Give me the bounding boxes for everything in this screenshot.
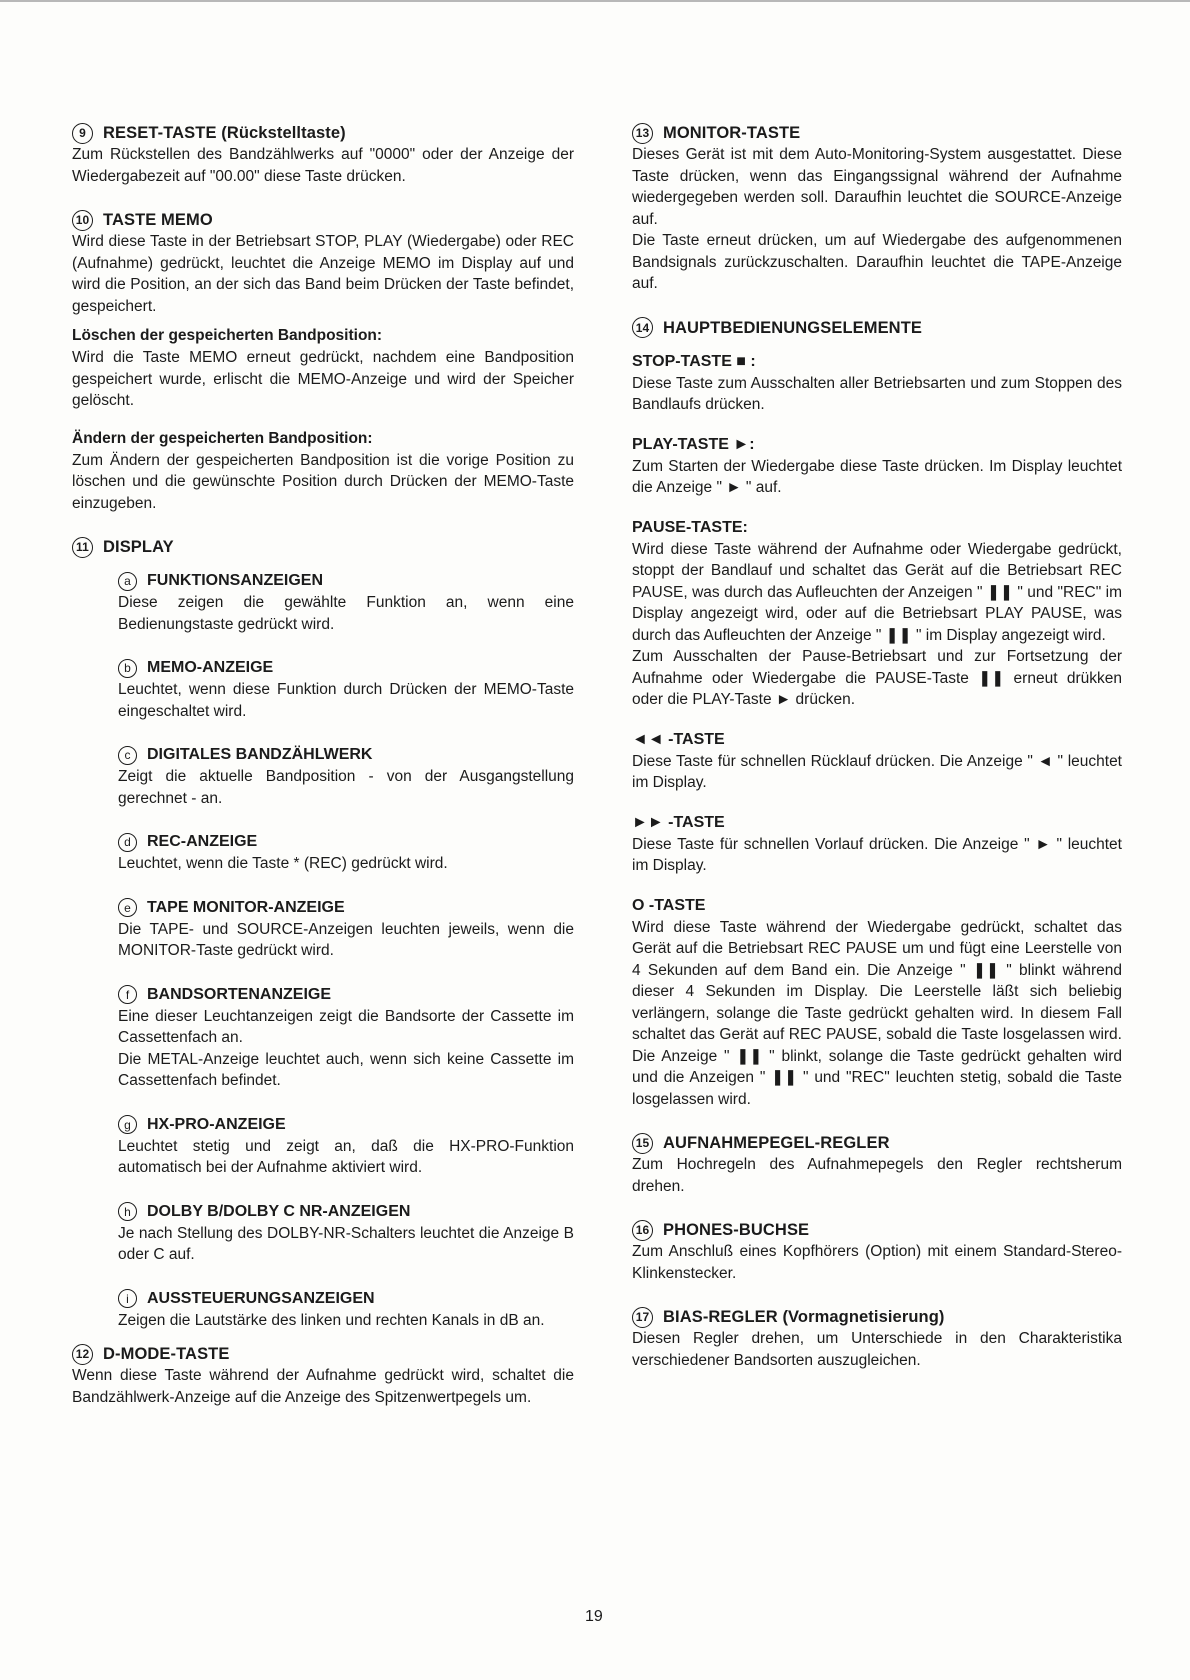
item-heading: [118, 1201, 574, 1223]
control-text: Diese Taste für schnellen Rücklauf drücken. Die Anzeige " ◄ " leuchtet im Display.: [632, 752, 1122, 791]
section-title: RESET-TASTE (Rückstelltaste): [103, 124, 346, 142]
section-taste-memo: [72, 209, 574, 514]
section-title: MONITOR-TASTE: [663, 124, 801, 142]
section-text: Zum Hochregeln des Aufnahmepegels den Regler rechtsherum drehen.: [632, 1156, 1122, 1195]
section-number: 17: [632, 1307, 653, 1328]
section-heading: [72, 1343, 574, 1365]
section-heading: [72, 122, 574, 144]
item-letter: f: [118, 985, 137, 1004]
item-text: Diese zeigen die gewählte Funktion an, wenn eine Bedienungstaste gedrückt wird.: [118, 594, 574, 633]
item-letter: a: [118, 572, 137, 591]
section-title: PHONES-BUCHSE: [663, 1221, 810, 1239]
section-aufnahmepegel-regler: [632, 1132, 1122, 1197]
section-text: Wird diese Taste in der Betriebsart STOP, PLAY (Wiedergabe) oder REC (Aufnahme) gedrückt, leuchtet die Anzeige MEMO im Display auf und wird die Position, an der sich das Band beim Drücken der Taste befindet, gespeichert.: [72, 233, 574, 315]
control-text-2: Zum Ausschalten der Pause-Betriebsart und zur Fortsetzung der Aufnahme oder Wiedergabe die PAUSE-Taste ❚❚ erneut drükken oder die PLAY-Taste ► drücken.: [632, 648, 1122, 708]
display-item-dolby: [118, 1201, 574, 1266]
section-number: 14: [632, 317, 653, 338]
item-title: HX-PRO-ANZEIGE: [147, 1115, 286, 1133]
subheading-aendern: Ändern der gespeicherten Bandposition:: [72, 429, 373, 447]
section-heading: [632, 1132, 1122, 1154]
item-text: Leuchtet stetig und zeigt an, daß die HX-PRO-Funktion automatisch bei der Aufnahme aktiviert wird.: [118, 1137, 574, 1176]
item-heading: [118, 744, 574, 766]
item-letter: b: [118, 659, 137, 678]
section-number: 9: [72, 123, 93, 144]
item-letter: e: [118, 898, 137, 917]
section-bias-regler: [632, 1306, 1122, 1371]
section-text: Diesen Regler drehen, um Unterschiede in den Charakteristika verschiedener Bandsorten auszugleichen.: [632, 1330, 1122, 1369]
subsection-text: Wird die Taste MEMO erneut gedrückt, nachdem eine Bandposition gespeichert wurde, erlischt die MEMO-Anzeige und wird der Speicher gelöscht.: [72, 349, 574, 409]
left-column: [72, 122, 574, 1430]
control-stop-taste: [632, 351, 1122, 416]
subheading-loeschen: Löschen der gespeicherten Bandposition:: [72, 327, 383, 344]
section-text: Zum Anschluß eines Kopfhörers (Option) mit einem Standard-Stereo-Klinkenstecker.: [632, 1243, 1122, 1282]
item-text-2: Die METAL-Anzeige leuchtet auch, wenn sich keine Cassette im Cassettenfach befindet.: [118, 1050, 574, 1089]
item-heading: [118, 570, 574, 592]
display-item-memo-anzeige: [118, 657, 574, 722]
display-item-hx-pro: [118, 1114, 574, 1179]
item-letter: i: [118, 1289, 137, 1308]
item-text: Zeigen die Lautstärke des linken und rechten Kanals in dB an.: [118, 1311, 545, 1329]
control-rewind-taste: [632, 729, 1122, 794]
item-title: DOLBY B/DOLBY C NR-ANZEIGEN: [147, 1202, 411, 1220]
display-item-aussteuerung: [118, 1288, 574, 1332]
control-fastforward-taste: [632, 812, 1122, 877]
section-heading: [632, 122, 1122, 144]
section-title: HAUPTBEDIENUNGSELEMENTE: [663, 318, 922, 337]
section-title: D-MODE-TASTE: [103, 1345, 230, 1363]
section-number: 13: [632, 123, 653, 144]
section-number: 12: [72, 1344, 93, 1365]
item-heading: [118, 831, 574, 853]
section-text: Zum Rückstellen des Bandzählwerks auf "0000" oder der Anzeige der Wiedergabezeit auf "00.00" diese Taste drücken.: [72, 146, 574, 185]
item-text: Je nach Stellung des DOLBY-NR-Schalters leuchtet die Anzeige B oder C auf.: [118, 1224, 574, 1263]
item-letter: h: [118, 1202, 137, 1221]
control-title: PAUSE-TASTE:: [632, 518, 748, 536]
display-item-tape-monitor: [118, 897, 574, 962]
right-column: [632, 122, 1122, 1389]
item-title: REC-ANZEIGE: [147, 833, 258, 850]
item-title: AUSSTEUERUNGSANZEIGEN: [147, 1289, 375, 1307]
page-number: 19: [585, 1608, 603, 1625]
control-text: Wird diese Taste während der Wiedergabe gedrückt, schaltet das Gerät auf die Betriebsart REC PAUSE um und fügt eine Leerstelle von 4 Sekunden auf dem Band ein. Die Anzeige " ❚❚ " blinkt während dieser 4 Sekunden im Display. Die Leerstelle läßt sich beliebig verlängern, solange die Taste gedrückt gehalten wird. In diesem Fall schaltet das Gerät auf REC PAUSE, sobald die Taste losgelassen wird. Die Anzeige " ❚❚ " blinkt, solange die Taste gedrückt gehalten wird und die Anzeigen " ❚❚ " und "REC" leuchten stetig, sobald die Taste losgelassen wird.: [632, 918, 1122, 1108]
control-title: ◄◄ -TASTE: [632, 730, 725, 748]
scan-edge-line: [0, 0, 1190, 2]
section-heading: [72, 209, 574, 231]
section-title: TASTE MEMO: [103, 211, 213, 229]
display-item-rec-anzeige: [118, 831, 574, 875]
item-letter: c: [118, 746, 137, 765]
control-blank-taste: [632, 895, 1122, 1111]
section-display: [72, 536, 574, 1331]
display-item-bandzaehlwerk: [118, 744, 574, 809]
control-title: PLAY-TASTE ►:: [632, 435, 755, 453]
item-text: Zeigt die aktuelle Bandposition - von der Ausgangstellung gerechnet - an.: [118, 768, 574, 807]
section-heading: [632, 1306, 1122, 1328]
section-hauptbedienungselemente: [632, 317, 1122, 1111]
item-heading: [118, 984, 574, 1006]
display-item-funktionsanzeigen: [118, 570, 574, 635]
section-number: 10: [72, 210, 93, 231]
section-reset-taste: [72, 122, 574, 187]
section-monitor-taste: [632, 122, 1122, 295]
section-title: DISPLAY: [103, 538, 174, 556]
section-d-mode-taste: [72, 1343, 574, 1408]
section-title: BIAS-REGLER (Vormagnetisierung): [663, 1308, 945, 1326]
subsection-text: Zum Ändern der gespeicherten Bandposition ist die vorige Position zu löschen und die gewünschte Position durch Drücken der MEMO-Taste einzugeben.: [72, 451, 574, 512]
section-text: Dieses Gerät ist mit dem Auto-Monitoring-System ausgestattet. Diese Taste drücken, wenn das Eingangssignal während der Aufnahme wiedergegeben werden soll. Daraufhin leuchtet die SOURCE-Anzeige auf.: [632, 146, 1122, 228]
item-letter: g: [118, 1115, 137, 1134]
item-title: BANDSORTENANZEIGE: [147, 985, 332, 1003]
section-phones-buchse: [632, 1219, 1122, 1284]
section-text: Wenn diese Taste während der Aufnahme gedrückt wird, schaltet die Bandzählwerk-Anzeige auf die Anzeige des Spitzenwertpegels um.: [72, 1367, 574, 1406]
item-title: FUNKTIONSANZEIGEN: [147, 572, 323, 589]
control-title: STOP-TASTE ■ :: [632, 352, 756, 370]
section-heading: [632, 317, 1122, 339]
display-item-bandsorte: [118, 984, 574, 1092]
control-title: ►► -TASTE: [632, 813, 725, 831]
item-title: MEMO-ANZEIGE: [147, 659, 274, 676]
section-number: 15: [632, 1133, 653, 1154]
control-play-taste: [632, 434, 1122, 499]
control-text: Wird diese Taste während der Aufnahme oder Wiedergabe gedrückt, stoppt der Bandlauf und schaltet das Gerät auf die Betriebsart REC PAUSE, was durch das Aufleuchten der Anzeigen " ❚❚ " und "REC" im Display angezeigt wird, oder auf die Betriebsart PLAY PAUSE, was durch das Aufleuchten der Anzeige " ❚❚ " im Display angezeigt wird.: [632, 540, 1122, 644]
item-heading: [118, 1114, 574, 1136]
section-number: 11: [72, 537, 93, 558]
item-text: Leuchtet, wenn die Taste * (REC) gedrückt wird.: [118, 855, 448, 872]
control-text: Diese Taste zum Ausschalten aller Betriebsarten und zum Stoppen des Bandlaufs drücken.: [632, 374, 1122, 413]
item-title: TAPE MONITOR-ANZEIGE: [147, 898, 345, 916]
section-text-2: Die Taste erneut drücken, um auf Wiedergabe des aufgenommenen Bandsignals zurückzuschalten. Daraufhin leuchtet die TAPE-Anzeige auf.: [632, 232, 1122, 292]
item-heading: [118, 657, 574, 679]
item-text: Die TAPE- und SOURCE-Anzeigen leuchten jeweils, wenn die MONITOR-Taste gedrückt wird.: [118, 920, 574, 959]
item-title: DIGITALES BANDZÄHLWERK: [147, 746, 373, 763]
item-letter: d: [118, 833, 137, 852]
control-text: Diese Taste für schnellen Vorlauf drücken. Die Anzeige " ► " leuchtet im Display.: [632, 835, 1122, 874]
item-heading: [118, 897, 574, 919]
control-text: Zum Starten der Wiedergabe diese Taste drücken. Im Display leuchtet die Anzeige " ► " auf.: [632, 457, 1122, 496]
item-text: Leuchtet, wenn diese Funktion durch Drücken der MEMO-Taste eingeschaltet wird.: [118, 681, 574, 720]
section-heading: [72, 536, 574, 558]
item-text: Eine dieser Leuchtanzeigen zeigt die Bandsorte der Cassette im Cassettenfach an.: [118, 1007, 574, 1046]
control-title: O -TASTE: [632, 896, 706, 914]
section-number: 16: [632, 1220, 653, 1241]
section-heading: [632, 1219, 1122, 1241]
control-pause-taste: [632, 517, 1122, 711]
item-heading: [118, 1288, 574, 1310]
section-title: AUFNAHMEPEGEL-REGLER: [663, 1134, 890, 1152]
